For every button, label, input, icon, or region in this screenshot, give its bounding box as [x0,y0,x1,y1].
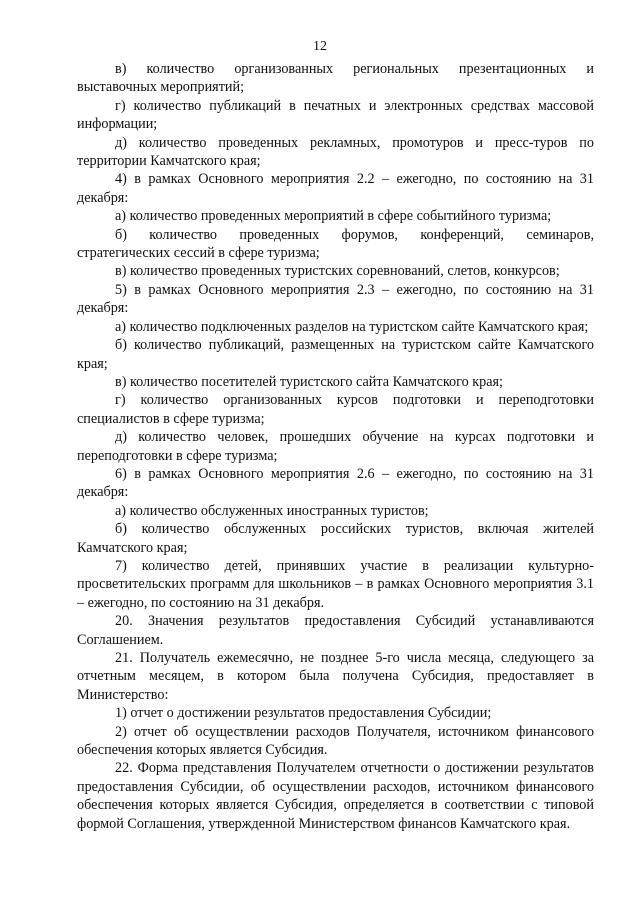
paragraph: 1) отчет о достижении результатов предоставления Субсидии; [115,705,492,722]
paragraph: б) количество обслуженных российских туристов, включая жителей Камчатского края; [77,521,594,556]
paragraph: г) количество организованных курсов подготовки и переподготовки специалистов в сфере туризма; [77,392,594,427]
paragraph: д) количество проведенных рекламных, промотуров и пресс-туров по территории Камчатского края; [77,134,594,170]
paragraph: а) количество обслуженных иностранных туристов; [115,502,429,519]
paragraph: б) количество публикаций, размещенных на туристском сайте Камчатского края; [77,337,594,372]
paragraph: д) количество человек, прошедших обучение на курсах подготовки и переподготовки в сфере туризма; [77,429,594,464]
paragraph: 4) в рамках Основного мероприятия 2.2 – ежегодно, по состоянию на 31 декабря: [77,171,594,206]
paragraph: г) количество публикаций в печатных и электронных средствах массовой информации; [77,97,594,133]
paragraph: 5) в рамках Основного мероприятия 2.3 – ежегодно, по состоянию на 31 декабря: [77,281,594,317]
paragraph: б) количество проведенных форумов, конференций, семинаров, стратегических сессий в сфере туризма; [77,226,594,262]
document-body [77,60,594,833]
paragraph: а) количество проведенных мероприятий в сфере событийного туризма; [115,208,552,225]
page-number: 12 [313,39,327,54]
paragraph: 7) количество детей, принявших участие в реализации культурно-просветительских программ для школьников – в рамках Основного мероприятия 3.1 – ежегодно, по состоянию на 31 декабря. [77,557,594,611]
paragraph: а) количество подключенных разделов на туристском сайте Камчатского края; [115,318,589,335]
paragraph: в) количество посетителей туристского сайта Камчатского края; [115,373,503,390]
paragraph: 21. Получатель ежемесячно, не позднее 5-го числа месяца, следующего за отчетным месяцем, в котором была получена Субсидия, предоставляет в Министерство: [77,650,594,703]
paragraph: 20. Значения результатов предоставления Субсидий устанавливаются Соглашением. [77,613,594,648]
paragraph: в) количество организованных региональных презентационных и выставочных мероприятий; [77,61,594,96]
paragraph: 2) отчет об осуществлении расходов Получателя, источником финансового обеспечения которых является Субсидия. [77,723,594,759]
paragraph: 6) в рамках Основного мероприятия 2.6 – ежегодно, по состоянию на 31 декабря: [77,465,594,501]
paragraph: 22. Форма представления Получателем отчетности о достижении результатов предоставления Субсидии, об осуществлении расходов, источником финансового обеспечения которых является Субсидия, определяется в соответствии с типовой формой Соглашения, утвержденной Министерством финансов Камчатского края. [77,760,594,832]
paragraph: в) количество проведенных туристских соревнований, слетов, конкурсов; [115,263,560,280]
